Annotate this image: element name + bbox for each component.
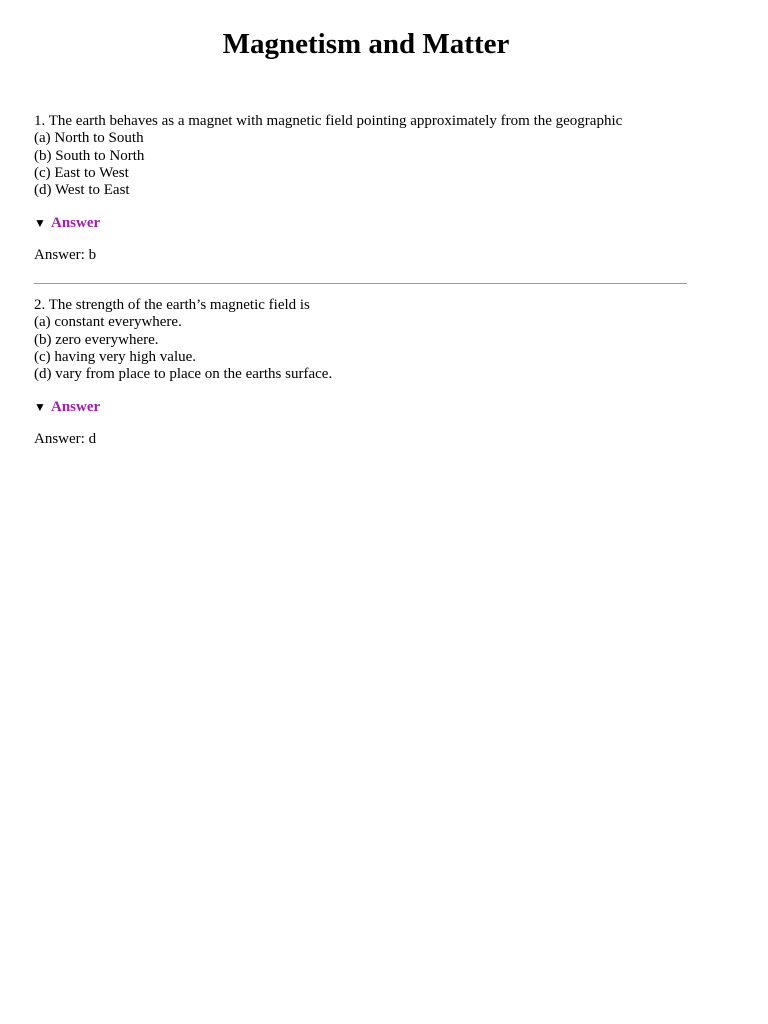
option-a: (a) constant everywhere. xyxy=(34,314,182,331)
page-title: Magnetism and Matter xyxy=(222,28,510,60)
question-text: 2. The strength of the earth’s magnetic field is xyxy=(34,297,310,313)
triangle-down-icon: ▼ xyxy=(34,400,46,415)
answer-toggle[interactable] xyxy=(34,214,688,232)
option-b: (b) South to North xyxy=(34,147,145,164)
question-text: 1. The earth behaves as a magnet with magnetic field pointing approximately from the geographic xyxy=(34,113,623,129)
question-1 xyxy=(34,113,688,264)
option-b: (b) zero everywhere. xyxy=(34,331,159,348)
option-a: (a) North to South xyxy=(34,130,144,147)
answer-toggle[interactable] xyxy=(34,398,688,416)
option-c: (c) East to West xyxy=(34,164,129,181)
option-d: (d) vary from place to place on the earths surface. xyxy=(34,366,333,383)
option-d: (d) West to East xyxy=(34,182,130,199)
answer-text: Answer: b xyxy=(34,247,97,264)
option-c: (c) having very high value. xyxy=(34,348,197,365)
triangle-down-icon: ▼ xyxy=(34,216,46,231)
question-2 xyxy=(34,297,688,448)
answer-toggle-label[interactable]: Answer xyxy=(51,399,101,416)
answer-text: Answer: d xyxy=(34,431,97,448)
answer-toggle-label[interactable]: Answer xyxy=(51,215,101,232)
question-divider xyxy=(34,283,687,284)
